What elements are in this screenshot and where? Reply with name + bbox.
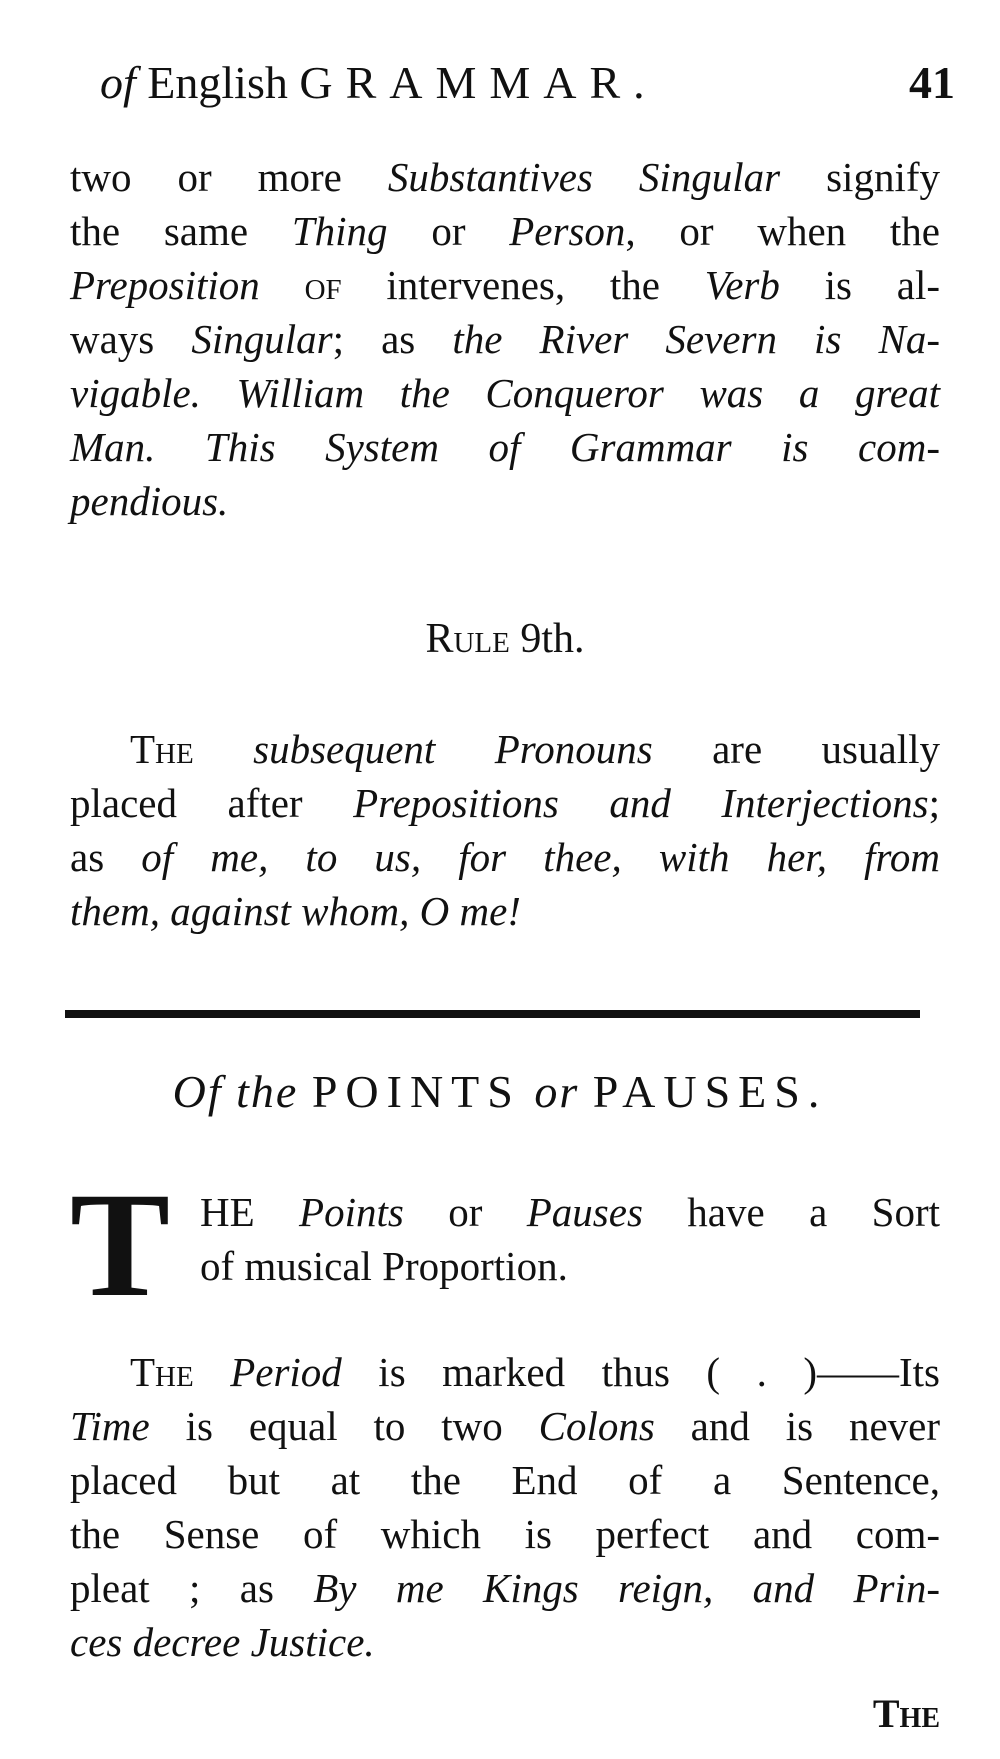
text-run: the same: [70, 208, 292, 254]
text-run: them, against whom, O me!: [70, 888, 521, 934]
text-run: Colons: [538, 1403, 655, 1449]
paragraph-period: [70, 1345, 940, 1669]
text-run: as: [70, 834, 142, 880]
running-header: [100, 48, 955, 118]
page-number: 41: [909, 57, 955, 108]
text-line: [70, 474, 940, 528]
text-run: vigable. William the Conqueror was a great: [70, 370, 940, 416]
text-line: [70, 366, 940, 420]
text-line: [70, 722, 940, 776]
text-run: two or more: [70, 154, 388, 200]
text-run: ces decree Justice.: [70, 1619, 375, 1665]
title-run: PAUSES.: [592, 1066, 828, 1117]
text-run: Prepositions and Interjections: [353, 780, 929, 826]
text-run: Preposition: [70, 262, 260, 308]
text-run: Time: [70, 1403, 150, 1449]
text-line: [70, 420, 940, 474]
text-run: placed after: [70, 780, 354, 826]
paragraph-rule9: [70, 722, 940, 938]
paragraph-rule8-continued: [70, 150, 940, 528]
section-divider: [65, 1010, 920, 1018]
header-english: English: [147, 57, 288, 108]
text-run: Points: [299, 1189, 404, 1235]
text-line: [70, 150, 940, 204]
section-title: [0, 1065, 1000, 1118]
text-run: of musical Proportion.: [200, 1243, 568, 1289]
text-line: [70, 830, 940, 884]
text-run: Singular: [191, 316, 333, 362]
text-run: Thing: [291, 208, 388, 254]
text-run: By me Kings reign, and Prin-: [313, 1565, 940, 1611]
text-line: [70, 1453, 940, 1507]
title-run: Of the: [172, 1066, 299, 1117]
text-run: pleat ; as: [70, 1565, 314, 1611]
text-run: or: [387, 208, 510, 254]
text-run: ways: [70, 316, 192, 362]
text-run: intervenes, the: [341, 262, 705, 308]
catchword: The: [872, 1691, 940, 1736]
text-run: the Sense of which is perfect and com-: [70, 1511, 940, 1557]
text-line: [70, 776, 940, 830]
text-run: Verb: [704, 262, 780, 308]
text-line: [70, 1561, 940, 1615]
paragraph-points-intro: [200, 1185, 940, 1293]
title-run: POINTS: [311, 1066, 521, 1117]
title-run: or: [534, 1066, 580, 1117]
text-run: Period: [193, 1349, 342, 1395]
text-run: and is never: [654, 1403, 941, 1449]
text-run: the River Severn is Na-: [452, 316, 940, 362]
text-run: Man. This System of Grammar is com-: [70, 424, 940, 470]
drop-cap: T: [70, 1162, 171, 1328]
text-line: [70, 204, 940, 258]
text-line: [200, 1185, 940, 1239]
text-run: placed but at the End of a Sentence,: [70, 1457, 940, 1503]
text-run: pendious.: [70, 478, 229, 524]
text-run: The: [130, 1349, 194, 1395]
rule-label: Rule: [425, 616, 510, 662]
text-run: is marked thus ( . )——Its: [341, 1349, 940, 1395]
rule-ordinal: 9th.: [520, 616, 585, 662]
text-line: [70, 1399, 940, 1453]
text-run: is equal to two: [149, 1403, 539, 1449]
text-line: [200, 1239, 940, 1293]
header-grammar: GRAMMAR.: [299, 57, 658, 108]
text-line: [70, 258, 940, 312]
text-run: HE: [200, 1189, 300, 1235]
text-run: , or when the: [625, 208, 940, 254]
text-run: The: [130, 726, 194, 772]
text-line: [70, 312, 940, 366]
text-run: ; as: [332, 316, 453, 362]
text-run: Pauses: [526, 1189, 643, 1235]
text-run: Substantives Singular: [387, 154, 781, 200]
text-line: [70, 1507, 940, 1561]
text-run: are usually: [652, 726, 940, 772]
text-run: have a Sort: [642, 1189, 941, 1235]
text-line: [70, 884, 940, 938]
header-of: of: [100, 57, 136, 108]
text-run: Person: [509, 208, 626, 254]
text-run: is al-: [779, 262, 940, 308]
rule-heading: [70, 615, 940, 663]
text-run: or: [403, 1189, 527, 1235]
text-run: of: [259, 262, 342, 308]
text-run: signify: [780, 154, 940, 200]
text-line: [70, 1345, 940, 1399]
text-run: subsequent Pronouns: [193, 726, 653, 772]
text-line: [70, 1615, 940, 1669]
text-run: of me, to us, for thee, with her, from: [141, 834, 940, 880]
text-run: ;: [928, 780, 940, 826]
